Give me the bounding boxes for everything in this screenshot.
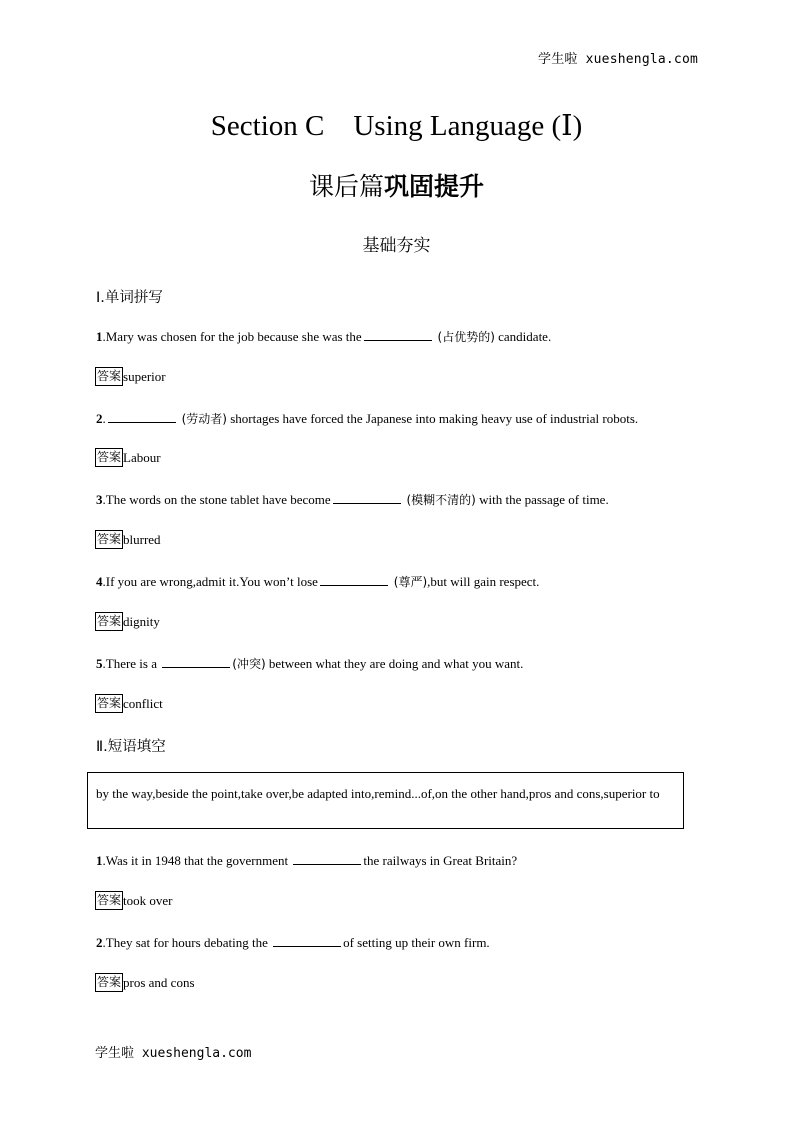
answer-badge: 答案 [95,891,123,910]
phrase-question-2 [96,934,490,951]
question-text-before: . [102,411,106,426]
answer-blank[interactable] [293,852,361,865]
question-number: 3 [96,492,103,507]
answer-blank[interactable] [162,655,230,668]
answer-text: pros and cons [123,974,195,990]
question-number: 2 [96,935,103,950]
question-2 [96,410,638,427]
answer-text: took over [123,892,173,908]
answer-row [95,891,172,910]
section2-heading: Ⅱ.短语填空 [96,739,166,755]
question-text-after: ,but will gain respect. [427,574,540,589]
question-hint: (占优势的) [433,330,495,344]
section1-heading: Ⅰ.单词拼写 [96,290,163,306]
question-number: 2 [96,411,103,426]
answer-row [95,448,161,467]
answer-badge: 答案 [95,448,123,467]
question-text-before: .The words on the stone tablet have become [102,492,331,507]
page-title: Section C Using Language (Ⅰ) [210,110,583,142]
subtitle-regular: 课后篇 [308,172,384,201]
watermark-bottom: 学生啦 xueshengla.com [95,1046,252,1061]
answer-row [95,694,163,713]
question-text-before: .They sat for hours debating the [102,935,272,950]
answer-blank[interactable] [320,573,388,586]
question-text-after: between what they are doing and what you want. [265,656,524,671]
question-text-before: .Was it in 1948 that the government [102,853,292,868]
answer-row [95,530,161,549]
phrase-question-1 [96,852,517,869]
question-text-after: with the passage of time. [475,492,609,507]
question-text-before: .Mary was chosen for the job because she was the [102,329,362,344]
answer-text: blurred [123,531,161,547]
answer-badge: 答案 [95,694,123,713]
answer-badge: 答案 [95,973,123,992]
answer-text: dignity [123,613,160,629]
watermark-top: 学生啦 xueshengla.com [538,52,698,67]
question-hint: (尊严) [389,575,428,589]
answer-text: Labour [123,449,161,465]
question-3 [96,491,609,508]
question-text-after: shortages have forced the Japanese into making heavy use of industrial robots. [226,411,639,426]
question-hint: (模糊不清的) [402,493,476,507]
answer-row [95,973,195,992]
page-subtitle [0,167,793,203]
section-subheading: 基础夯实 [362,236,431,256]
answer-row [95,612,160,631]
answer-blank[interactable] [273,934,341,947]
question-hint: (冲突) [232,657,266,671]
question-number: 4 [96,574,103,589]
question-4 [96,573,539,590]
question-text-before: .If you are wrong,admit it.You won’t lose [102,574,318,589]
answer-badge: 答案 [95,530,123,549]
answer-badge: 答案 [95,612,123,631]
answer-blank[interactable] [364,328,432,341]
question-text-after: of setting up their own firm. [343,935,490,950]
answer-badge: 答案 [95,367,123,386]
phrase-box: by the way,beside the point,take over,be adapted into,remind...of,on the other hand,pros and cons,superior to [87,772,684,829]
answer-row [95,367,166,386]
answer-blank[interactable] [333,491,401,504]
answer-blank[interactable] [108,410,176,423]
question-number: 1 [96,329,103,344]
question-1 [96,328,551,345]
question-text-before: .There is a [102,656,161,671]
question-text-after: the railways in Great Britain? [363,853,518,868]
question-text-after: candidate. [494,329,552,344]
answer-text: superior [123,368,166,384]
question-5 [96,655,523,672]
question-number: 1 [96,853,103,868]
question-hint: (劳动者) [177,412,227,426]
answer-text: conflict [123,695,163,711]
subtitle-bold: 巩固提升 [384,172,485,201]
question-number: 5 [96,656,103,671]
